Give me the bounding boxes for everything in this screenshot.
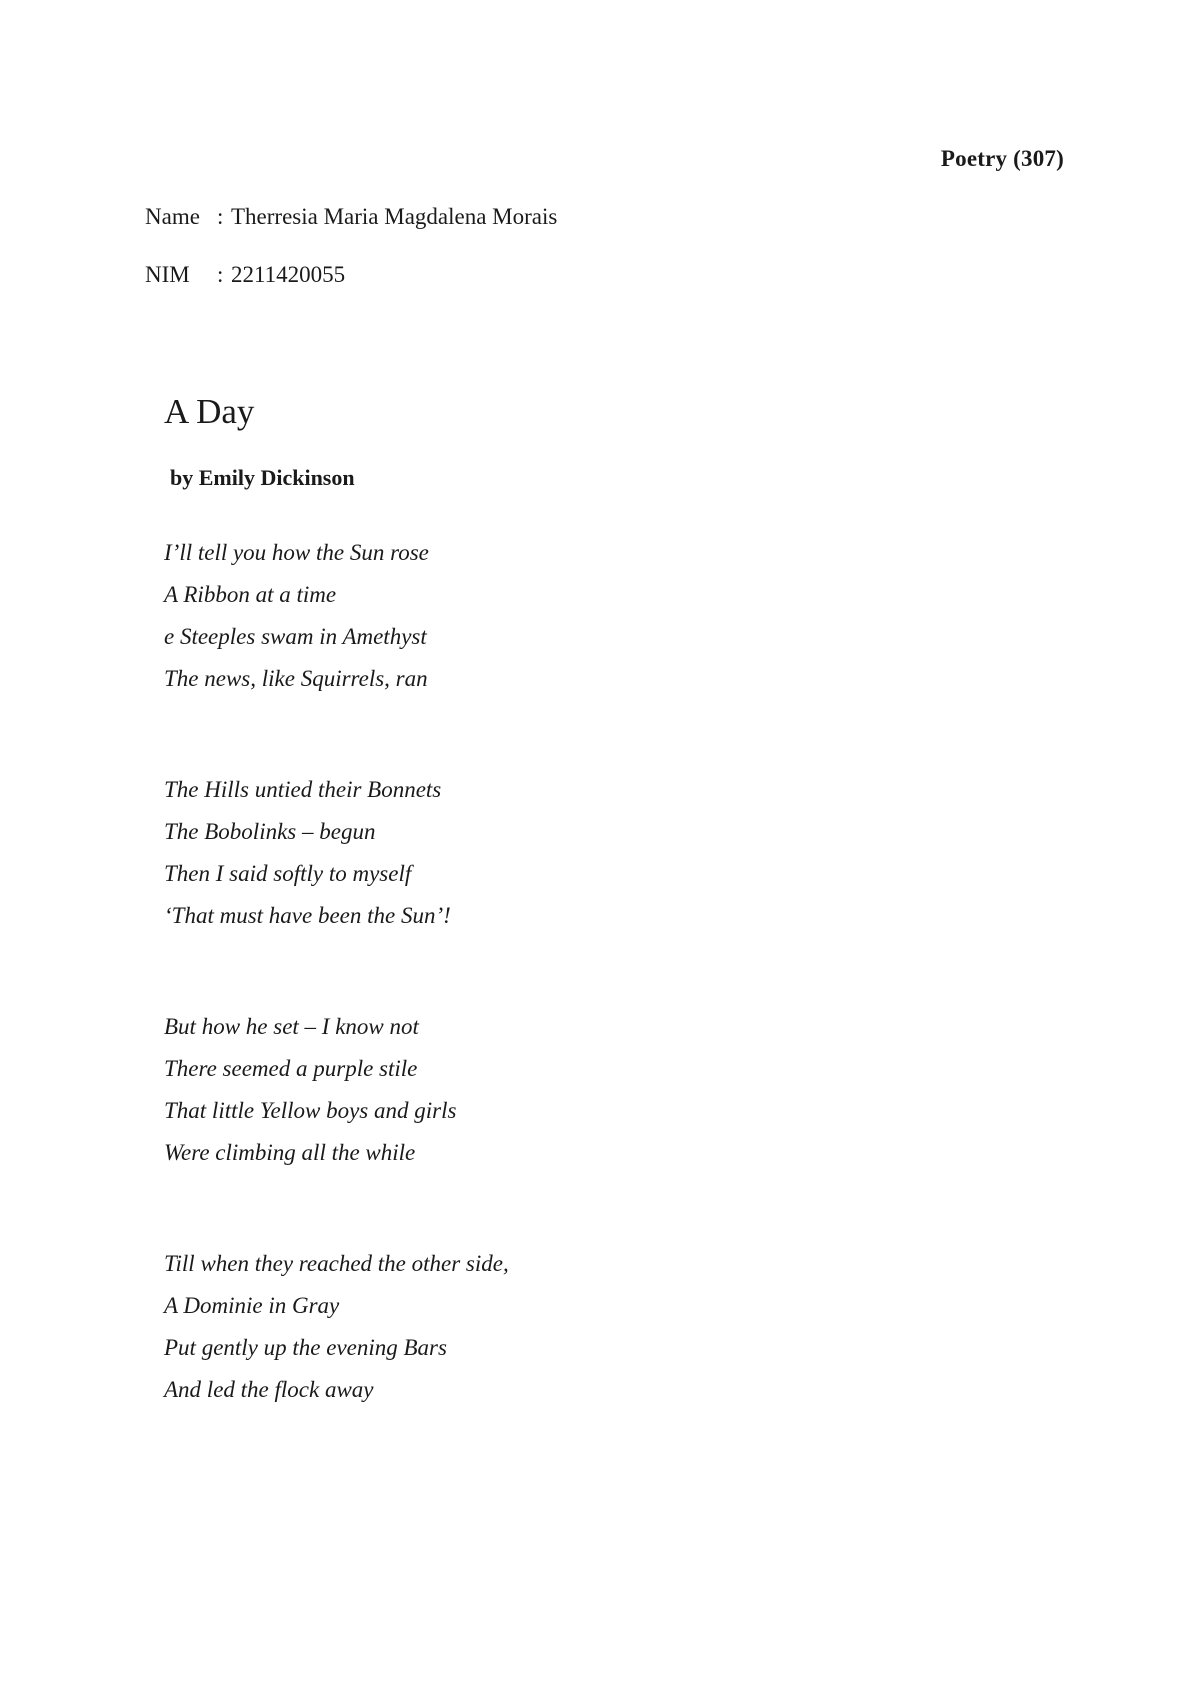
poem-line: The Hills untied their Bonnets [164, 777, 442, 802]
poem-author: by Emily Dickinson [170, 465, 355, 490]
student-nim-row [145, 262, 345, 288]
poem-line: And led the flock away [164, 1377, 374, 1402]
nim-value: 2211420055 [231, 262, 346, 287]
stanza [164, 1006, 509, 1174]
poem-line: The Bobolinks – begun [164, 819, 376, 844]
nim-separator: : [217, 262, 224, 287]
nim-label: NIM [145, 262, 190, 287]
poem-line: Till when they reached the other side, [164, 1251, 509, 1276]
stanza [164, 532, 509, 700]
poem-line: e Steeples swam in Amethyst [164, 624, 427, 649]
poem-line: But how he set – I know not [164, 1014, 419, 1039]
name-value: Therresia Maria Magdalena Morais [231, 204, 558, 229]
poem-line: I’ll tell you how the Sun rose [164, 540, 429, 565]
poem-line: A Dominie in Gray [164, 1293, 340, 1318]
poem-line: A Ribbon at a time [164, 582, 337, 607]
poem-line: That little Yellow boys and girls [164, 1098, 457, 1123]
poem-body [164, 532, 509, 1411]
poem-title: A Day [164, 392, 255, 431]
poem-line: Then I said softly to myself [164, 861, 412, 886]
poem-line: There seemed a purple stile [164, 1056, 418, 1081]
poem-line: Were climbing all the while [164, 1140, 416, 1165]
name-label: Name [145, 204, 200, 229]
poem-line: The news, like Squirrels, ran [164, 666, 428, 691]
poem-line: Put gently up the evening Bars [164, 1335, 447, 1360]
poem-line: ‘That must have been the Sun’! [164, 903, 451, 928]
stanza [164, 1243, 509, 1411]
name-separator: : [217, 204, 224, 229]
student-name-row [145, 204, 557, 230]
course-heading: Poetry (307) [940, 146, 1064, 171]
stanza [164, 769, 509, 937]
